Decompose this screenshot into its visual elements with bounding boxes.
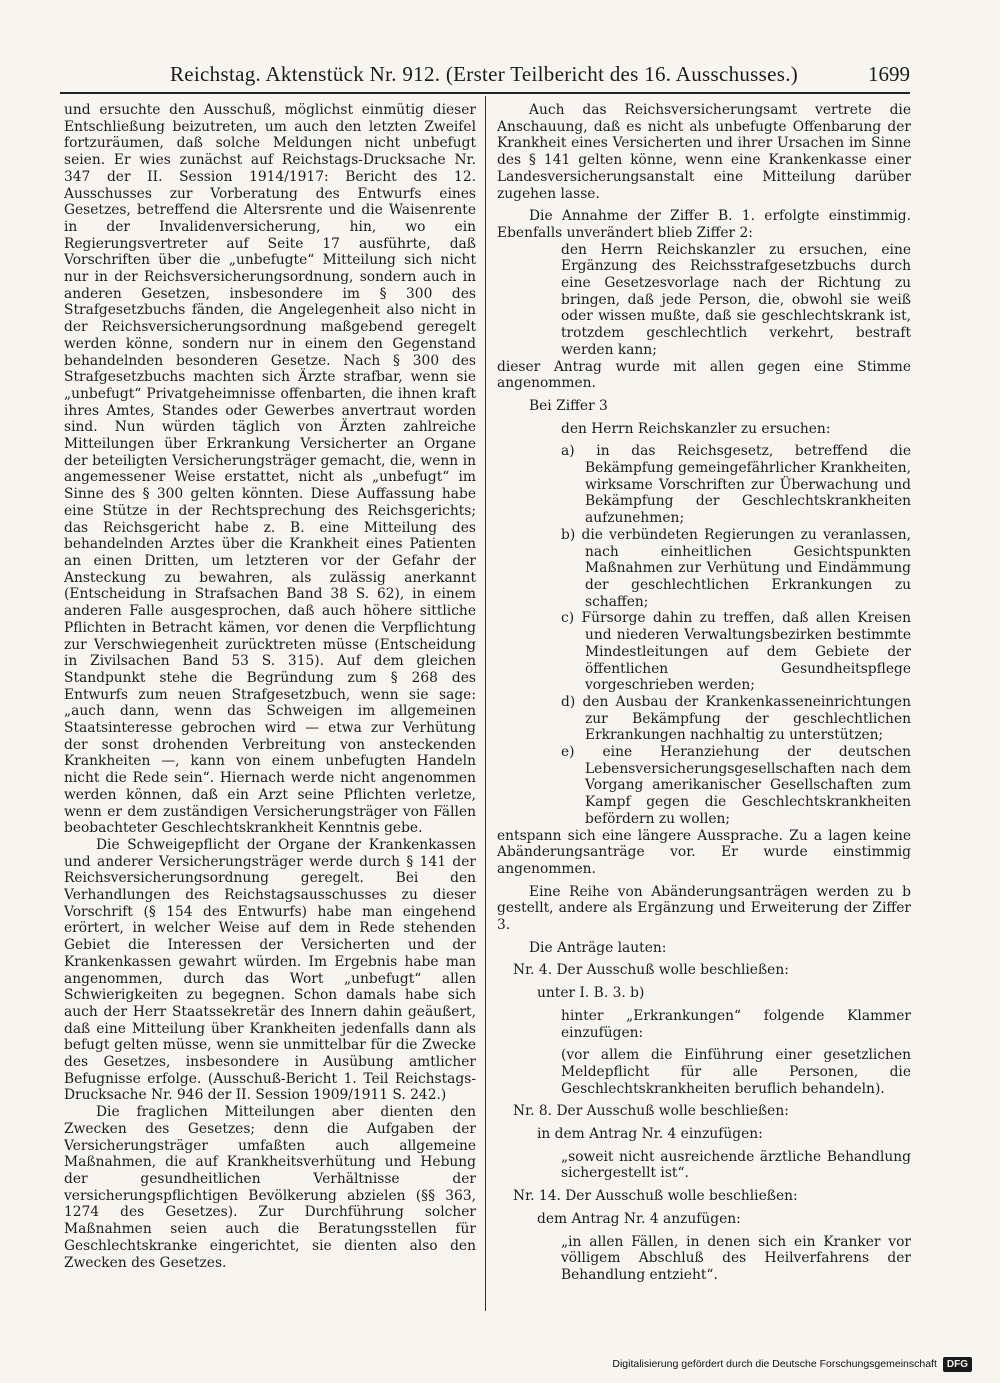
motion-heading: Nr. 8. Der Ausschuß wolle beschließen:	[513, 1103, 789, 1120]
paragraph: Die Anträge lauten:	[529, 939, 667, 956]
motion-sub: unter I. B. 3. b)	[537, 985, 645, 1002]
list-item: d) den Ausbau der Krankenkasseneinrichtungen zur Bekämpfung der geschlechtlichen Erkrankungen nachhaltig zu unterstützen;	[561, 693, 911, 744]
paragraph: entspann sich eine längere Aussprache. Zu a lagen keine Abänderungsanträge vor. Er wurde einstimmig angenommen.	[497, 827, 911, 877]
paragraph: Eine Reihe von Abänderungsanträgen werden zu b gestellt, andere als Ergänzung und Erweiterung der Ziffer 3.	[497, 883, 911, 934]
paragraph: und ersuchte den Ausschuß, möglichst einmütig dieser Entschließung beizutreten, um auch den letzten Zweifel fortzuräumen, daß solche Meldungen nicht unbefugt seien. Er wies zunächst auf Reichstags-Drucksache Nr. 347 der II. Session 1914/1917: Bericht des 12. Ausschusses zur Vorberatung des Entwurfs eines Gesetzes, betreffend die Altersrente und die Waisenrente in der Invalidenversicherung, hin, wo ein Regierungsvertreter auf Seite 17 ausführte, daß Vorschriften über die „unbefugte“ Mitteilung sich nicht nur in der Reichsversicherungsordnung, sondern auch in anderen Gesetzen, insbesondere im § 300 des Strafgesetzbuchs fänden, die Angelegenheit also nicht in der Reichsversicherungsordnung maßgebend geregelt werden könne, sondern nur in einem den Gegenstand behandelnden besonderen Gesetze. Nach § 300 des Strafgesetzbuchs machten sich Ärzte strafbar, wenn sie „unbefugt“ Privatgeheimnisse offenbarten, die ihnen kraft ihres Amtes, Standes oder Gewerbes anvertraut worden sind. Nun würden täglich von Ärzten zahlreiche Mitteilungen über Erkrankung Versicherter an Organe der beteiligten Versicherungsträger gemacht, die, wenn in angemessener Weise erstattet, nicht als „unbefugt“ im Sinne des § 300 gelten könnten. Diese Auffassung habe eine Stütze in der Rechtsprechung des Reichsgerichts; das Reichsgericht habe z. B. eine Mitteilung des behandelnden Arztes über die Krankheit eines Patienten an einen Dritten, um letzteren vor der Gefahr der Ansteckung zu bewahren, als zulässig anerkannt (Entscheidung in Strafsachen Band 38 S. 62), in einem anderen Falle ausgesprochen, daß auch höhere sittliche Pflichten in Betracht kämen, vor denen die Verpflichtung zur Verschwiegenheit zurücktreten müsse (Entscheidung in Zivilsachen Band 53 S. 315). Auf dem gleichen Standpunkt stehe die Begründung zum § 268 des Entwurfs zum neuen Strafgesetzbuch, wenn sie sage: „auch dann, wenn das Schweigen im allgemeinen Staatsinteresse gebrochen wird — etwa zur Verhütung der sonst drohenden Verbreitung von ansteckenden Krankheiten —, kann von einem unbefugten Handeln nicht die Rede sein“. Hiernach werde nicht angenommen werden können, daß ein Arzt seine Pflichten verletze, wenn er dem zuständigen Versicherungsträger von Fällen beobachteter Geschlechtskrankheit Kenntnis gebe.	[64, 102, 476, 837]
paragraph: Die Annahme der Ziffer B. 1. erfolgte einstimmig. Ebenfalls unverändert blieb Ziffer 2:	[497, 208, 911, 241]
footer	[612, 1355, 972, 1373]
paragraph: Die Schweigepflicht der Organe der Krankenkassen und anderer Versicherungsträger werde durch § 141 der Reichsversicherungsordnung geregelt. Bei den Verhandlungen des Reichstagsausschusses zu dieser Vorschrift (§ 154 des Entwurfs) habe man eingehend erörtert, in welcher Weise auf dem in Rede stehenden Gebiet die Interessen der Versicherten und der Krankenkassen gewahrt würden. Im Ergebnis habe man angenommen, durch das Wort „unbefugt“ allen Schwierigkeiten zu begegnen. Schon damals habe sich auch der Herr Staatssekretär des Innern dahin geäußert, daß eine Mitteilung über Krankheiten jedenfalls dann als befugt gelten müsse, wenn sie unmittelbar für die Zwecke des Gesetzes, insbesondere in Ausübung amtlicher Befugnisse erfolge. (Ausschuß-Bericht 1. Teil Reichstags-Drucksache Nr. 946 der II. Session 1909/1911 S. 242.)	[64, 836, 476, 1104]
quoted-motion: hinter „Erkrankungen“ folgende Klammer einzufügen:	[561, 1007, 911, 1041]
column-divider	[485, 96, 486, 1311]
motion-heading: Nr. 4. Der Ausschuß wolle beschließen:	[513, 962, 789, 979]
motion-sub: in dem Antrag Nr. 4 einzufügen:	[537, 1126, 763, 1143]
list-item: b) die verbündeten Regierungen zu veranlassen, nach einheitlichen Gesichtspunkten Maßnahmen zur Verhütung und Eindämmung der geschlechtlichen Erkrankungen zu schaffen;	[561, 526, 911, 610]
page-number: 1699	[868, 62, 910, 86]
paragraph: Auch das Reichsversicherungsamt vertrete die Anschauung, daß es nicht als unbefugte Offenbarung der Krankheit eines Versicherten und ihrer Ursachen im Sinne des § 141 gelten könne, wenn eine Krankenkasse einer Landesversicherungsanstalt eine Mitteilung darüber zugehen lasse.	[497, 102, 911, 202]
paragraph: den Herrn Reichskanzler zu ersuchen:	[561, 420, 831, 437]
left-column	[64, 102, 476, 1312]
page-title: Reichstag. Aktenstück Nr. 912. (Erster Teilbericht des 16. Ausschusses.)	[170, 62, 799, 86]
paragraph: Bei Ziffer 3	[529, 397, 608, 414]
footer-text: Digitalisierung gefördert durch die Deutsche Forschungsgemeinschaft	[612, 1358, 937, 1370]
motion-list	[561, 443, 911, 827]
list-item: e) eine Heranziehung der deutschen Lebensversicherungsgesellschaften nach dem Vorgang amerikanischer Gesellschaften zum Kampf gegen die Geschlechtskrankheiten befördern zu wollen;	[561, 744, 911, 827]
quoted-motion: (vor allem die Einführung einer gesetzlichen Meldepflicht für alle Personen, die Geschlechtskrankheiten beruflich behandeln).	[561, 1047, 911, 1097]
quoted-motion: „in allen Fällen, in denen sich ein Kranker vor völligem Abschluß des Heilverfahrens der Behandlung entzieht“.	[561, 1233, 911, 1283]
list-item: a) in das Reichsgesetz, betreffend die Bekämpfung gemeingefährlicher Krankheiten, wirksame Vorschriften zur Überwachung und Bekämpfung der Geschlechtskrankheiten aufzunehmen;	[561, 443, 911, 527]
page-header	[60, 62, 910, 94]
paragraph: dieser Antrag wurde mit allen gegen eine Stimme angenommen.	[497, 358, 911, 392]
list-item: c) Fürsorge dahin zu treffen, daß allen Kreisen und niederen Verwaltungsbezirken bestimmte Mindestleitungen auf dem Gebiete der öffentlichen Gesundheitspflege vorgeschrieben werden;	[561, 610, 911, 694]
paragraph: Die fraglichen Mitteilungen aber dienten den Zwecken des Gesetzes; denn die Aufgaben der Versicherungsträger umfaßten auch allgemeine Maßnahmen, die auf Krankheitsverhütung und Hebung der gesundheitlichen Verhältnisse der versicherungspflichtigen Bevölkerung abzielen (§§ 363, 1274 des Gesetzes). Zur Durchführung solcher Maßnahmen seien auch die Beratungsstellen für Geschlechtskranke eingerichtet, sie dienten also den Zwecken des Gesetzes.	[64, 1104, 476, 1271]
quoted-motion: den Herrn Reichskanzler zu ersuchen, eine Ergänzung des Reichsstrafgesetzbuchs durch eine Gesetzesvorlage nach der Richtung zu bringen, daß jede Person, die, obwohl sie weiß oder wissen mußte, daß sie geschlechtskrank ist, trotzdem geschlechtlich verkehrt, bestraft werden kann;	[561, 241, 911, 358]
right-column	[497, 102, 911, 1312]
motion-heading: Nr. 14. Der Ausschuß wolle beschließen:	[513, 1188, 798, 1205]
dfg-logo-icon: DFG	[943, 1357, 972, 1372]
motion-sub: dem Antrag Nr. 4 anzufügen:	[537, 1210, 741, 1227]
quoted-motion: „soweit nicht ausreichende ärztliche Behandlung sichergestellt ist“.	[561, 1148, 911, 1182]
